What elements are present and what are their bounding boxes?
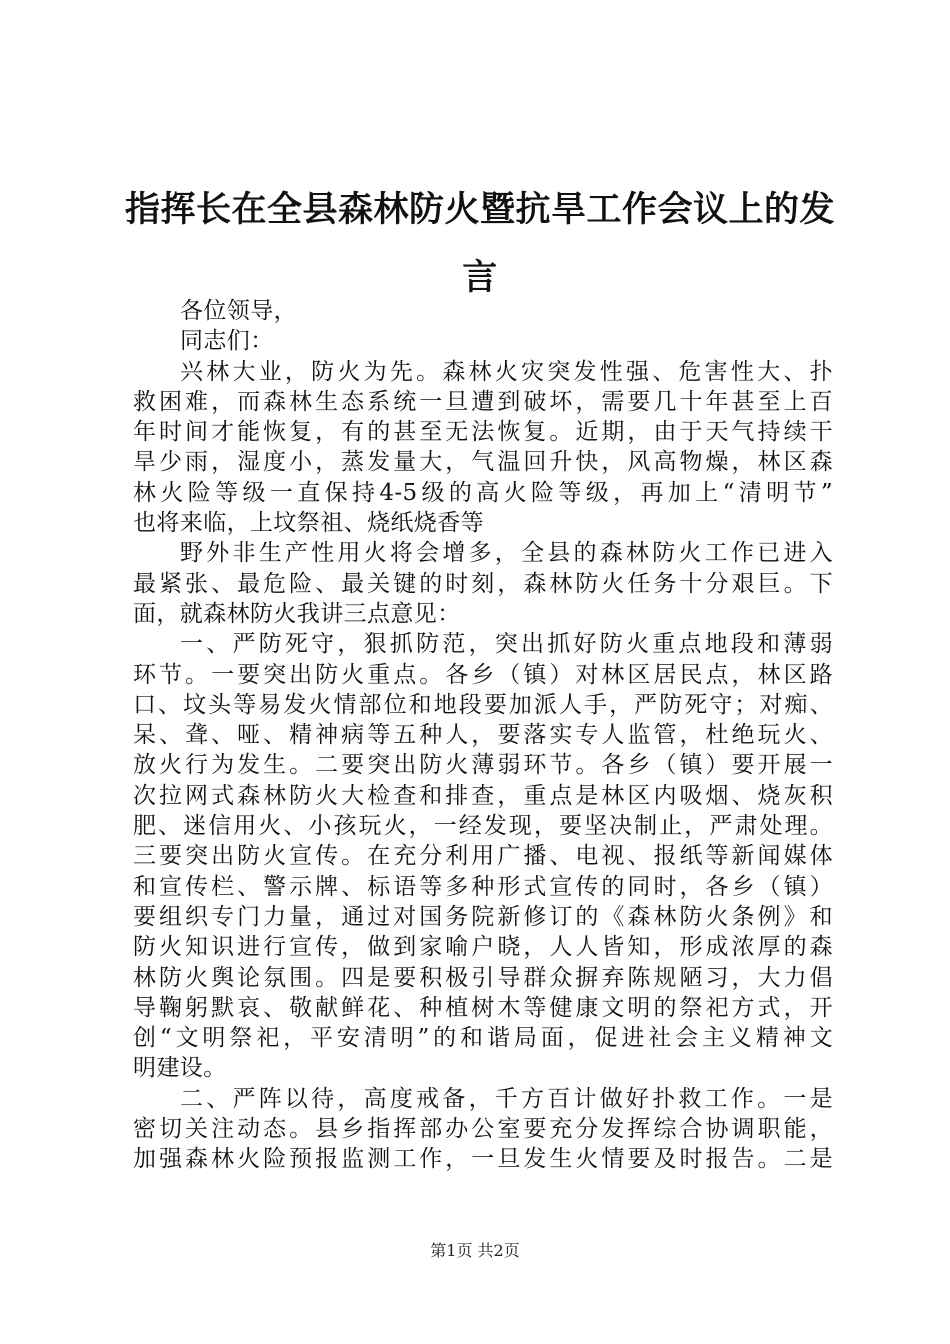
paragraph-line: 明建设。 bbox=[133, 1055, 227, 1082]
title-line-1: 指挥长在全县森林防火暨抗旱工作会议上的发 bbox=[124, 190, 835, 230]
paragraph-line: 密切关注动态。县乡指挥部办公室要充分发挥综合协调职能， bbox=[133, 1116, 833, 1143]
paragraph-line: 加强森林火险预报监测工作，一旦发生火情要及时报告。二是 bbox=[133, 1146, 833, 1173]
page-footer bbox=[0, 1240, 950, 1262]
paragraph-line: 野外非生产性用火将会增多，全县的森林防火工作已进入 bbox=[180, 540, 833, 567]
document-title bbox=[118, 176, 842, 312]
paragraph-line: 年时间才能恢复，有的甚至无法恢复。近期，由于天气持续干 bbox=[133, 419, 833, 446]
paragraph-line: 肥、迷信用火、小孩玩火，一经发现，要坚决制止，严肃处理。 bbox=[133, 813, 833, 840]
paragraph-line: 放火行为发生。二要突出防火薄弱环节。各乡（镇）要开展一 bbox=[133, 752, 833, 779]
paragraph-line: 最紧张、最危险、最关键的时刻，森林防火任务十分艰巨。下 bbox=[133, 570, 833, 597]
salutation-line: 同志们： bbox=[180, 328, 274, 355]
paragraph-line: 导鞠躬默哀、敬献鲜花、种植树木等健康文明的祭祀方式，开 bbox=[133, 994, 833, 1021]
paragraph-line: 呆、聋、哑、精神病等五种人，要落实专人监管，杜绝玩火、 bbox=[133, 722, 833, 749]
paragraph-line: 林火险等级一直保持4-5级的高火险等级，再加上“清明节” bbox=[133, 479, 833, 506]
paragraph-line: 口、坟头等易发火情部位和地段要加派人手，严防死守；对痴、 bbox=[133, 691, 833, 718]
paragraph-line: 创“文明祭祀，平安清明”的和谐局面，促进社会主义精神文 bbox=[133, 1025, 833, 1052]
paragraph-line: 和宣传栏、警示牌、标语等多种形式宣传的同时，各乡（镇） bbox=[133, 873, 833, 900]
title-line-2: 言 bbox=[462, 258, 498, 298]
paragraph-line: 环节。一要突出防火重点。各乡（镇）对林区居民点，林区路 bbox=[133, 661, 833, 688]
paragraph-line: 面，就森林防火我讲三点意见： bbox=[133, 600, 461, 627]
paragraph-line: 也将来临，上坟祭祖、烧纸烧香等 bbox=[133, 510, 484, 537]
paragraph-line: 防火知识进行宣传，做到家喻户晓，人人皆知，形成浓厚的森 bbox=[133, 934, 833, 961]
paragraph-line: 一、严防死守，狠抓防范，突出抓好防火重点地段和薄弱 bbox=[180, 631, 833, 658]
paragraph-line: 兴林大业，防火为先。森林火灾突发性强、危害性大、扑 bbox=[180, 358, 833, 385]
paragraph-line: 救困难，而森林生态系统一旦遭到破坏，需要几十年甚至上百 bbox=[133, 388, 833, 415]
paragraph-line: 次拉网式森林防火大检查和排查，重点是林区内吸烟、烧灰积 bbox=[133, 782, 833, 809]
paragraph-line: 三要突出防火宣传。在充分利用广播、电视、报纸等新闻媒体 bbox=[133, 843, 833, 870]
document-body bbox=[133, 296, 833, 1175]
paragraph-line: 林防火舆论氛围。四是要积极引导群众摒弃陈规陋习，大力倡 bbox=[133, 964, 833, 991]
page-number: 第1页 共2页 bbox=[430, 1241, 520, 1260]
salutation-line: 各位领导， bbox=[180, 298, 297, 324]
paragraph-line: 要组织专门力量，通过对国务院新修订的《森林防火条例》和 bbox=[133, 903, 833, 930]
paragraph-line: 旱少雨，湿度小，蒸发量大，气温回升快，风高物燥，林区森 bbox=[133, 449, 833, 476]
paragraph-line: 二、严阵以待，高度戒备，千方百计做好扑救工作。一是 bbox=[180, 1085, 833, 1112]
